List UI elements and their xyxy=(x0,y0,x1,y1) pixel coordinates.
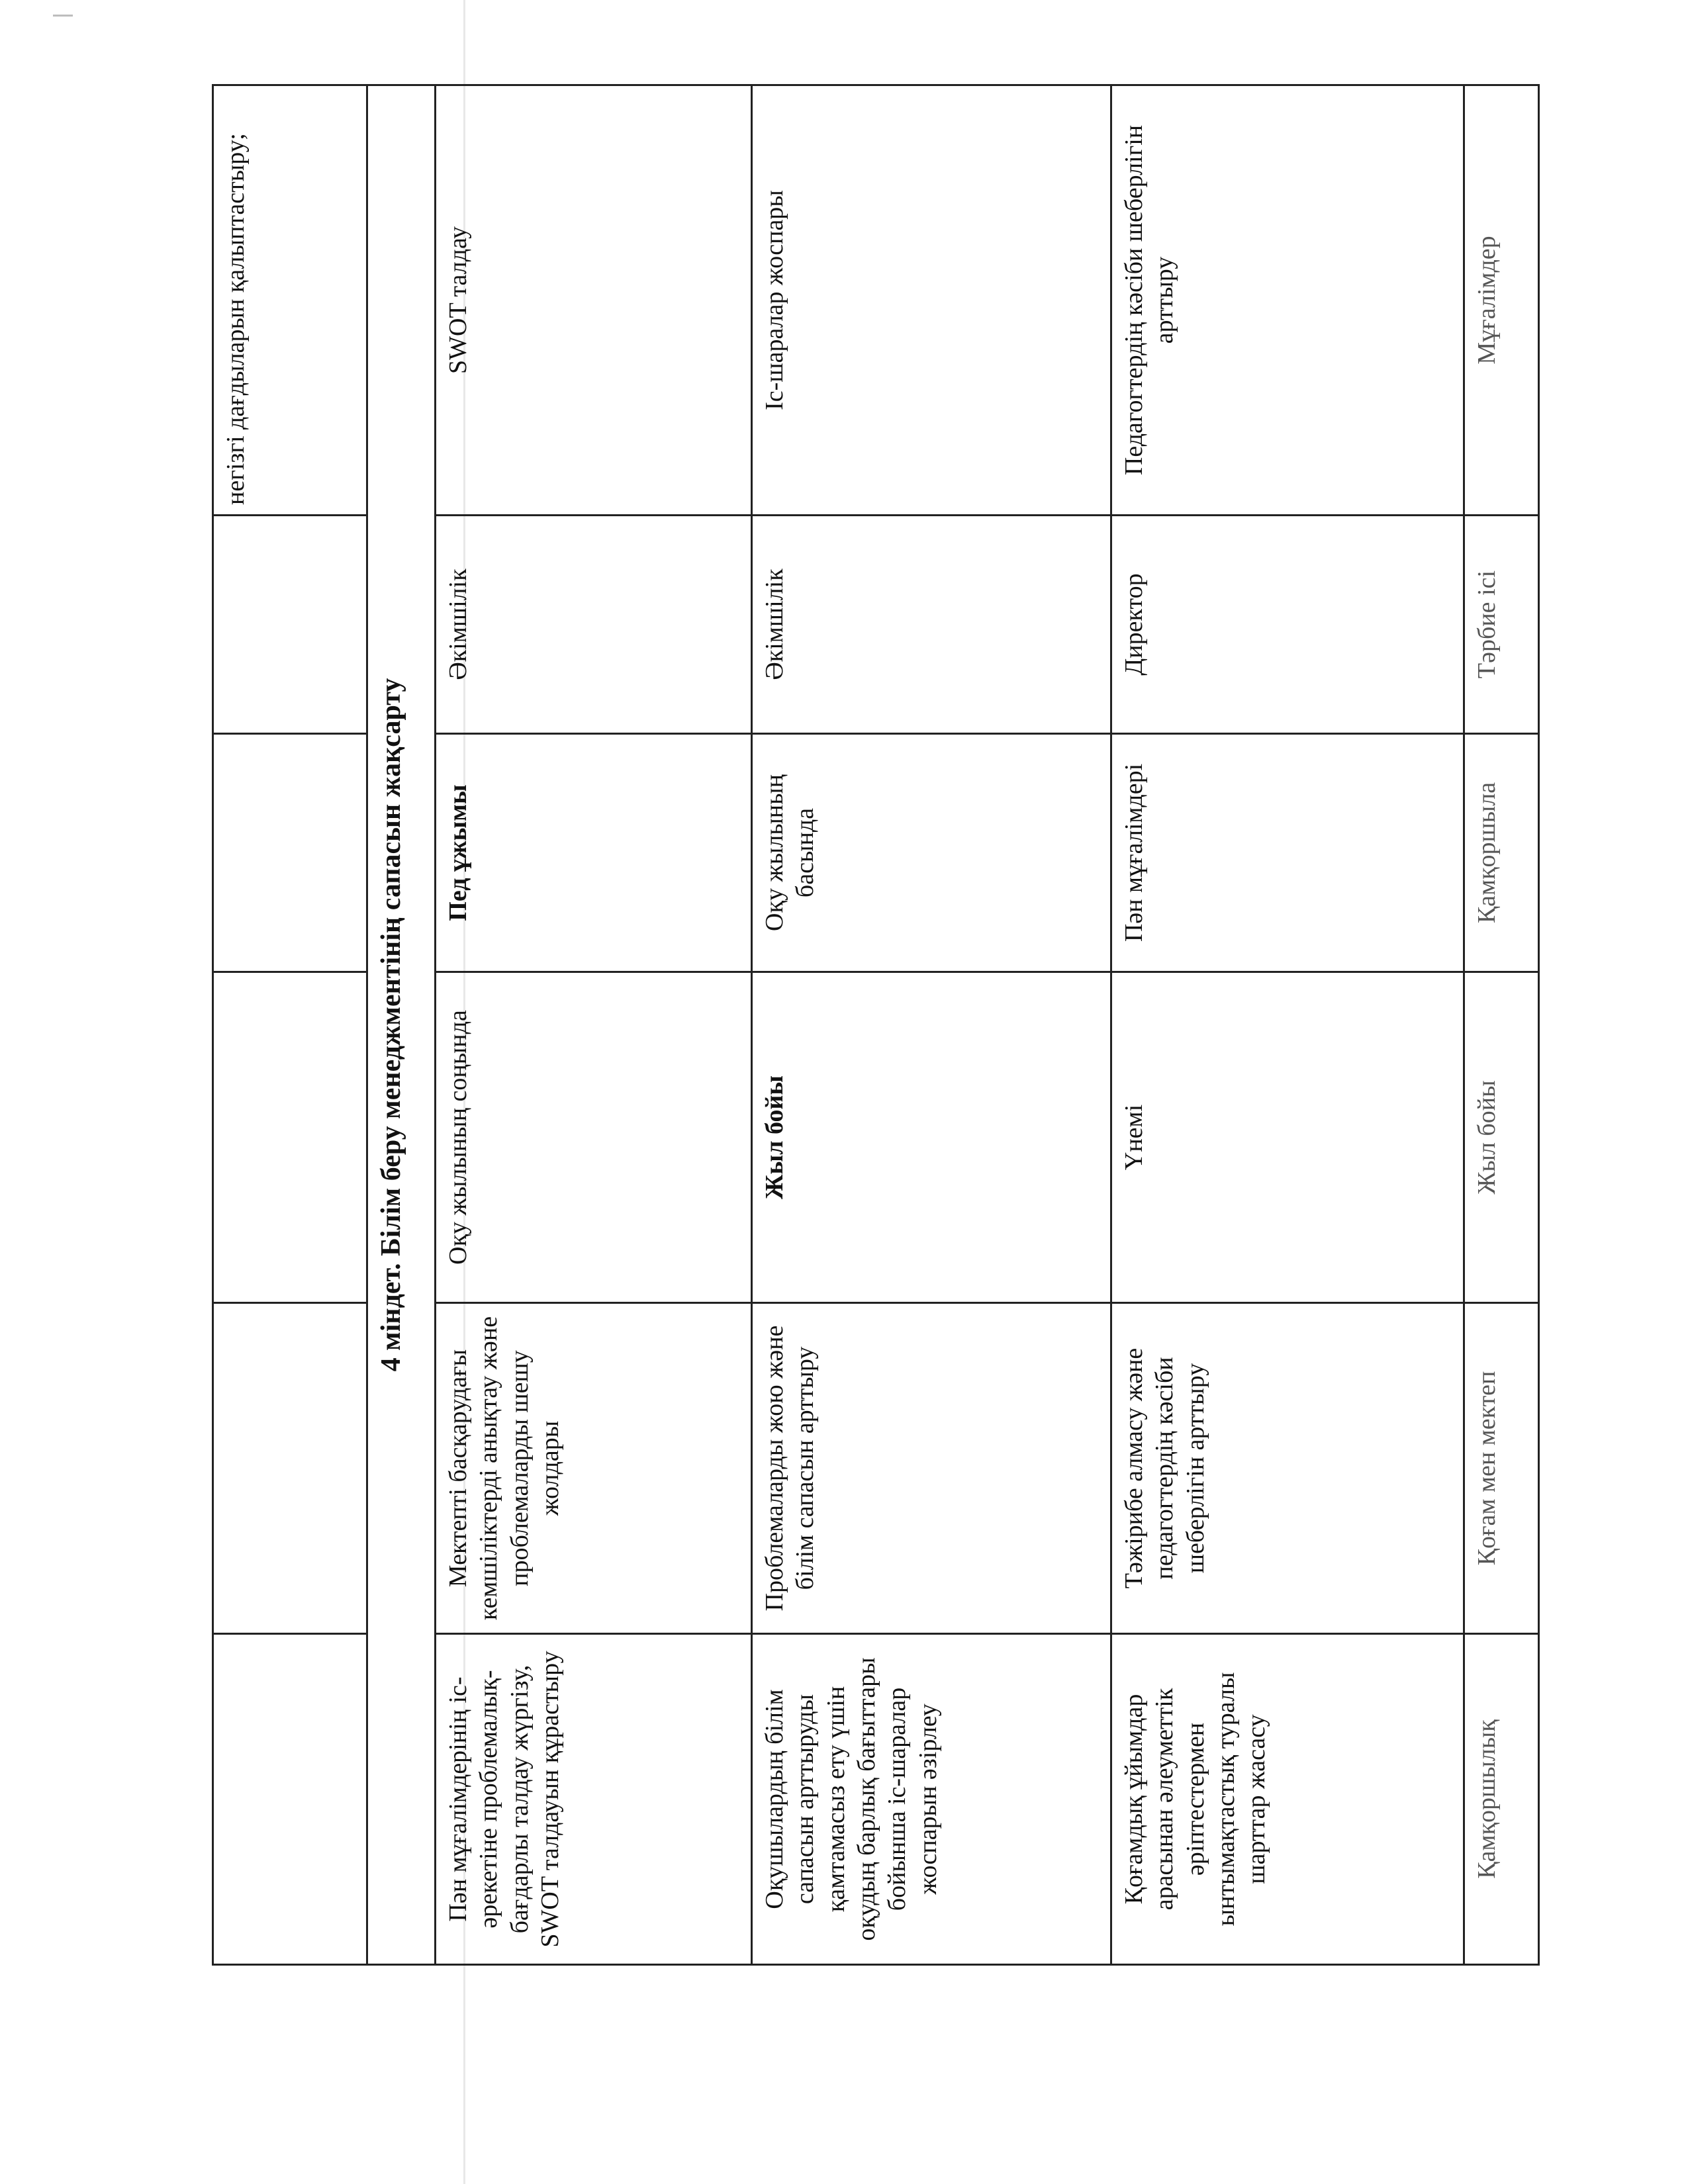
table-row xyxy=(1111,85,1464,1965)
rotated-table-page xyxy=(212,86,1501,1966)
table-cell-goal: Қоғам мен мектеп xyxy=(1464,1303,1539,1634)
table-cell-participants: Қамқоршыла xyxy=(1464,734,1539,972)
section-header-row xyxy=(367,85,436,1965)
plan-table xyxy=(212,84,1540,1966)
table-cell-task: Пән мұғалімдерінің іс-әрекетіне проблемалық-бағдарлы талдау жүргізу, SWOT талдауын құрастыру xyxy=(436,1634,752,1965)
table-cell-task: Оқушылардың білім сапасын арттыруды қамтамасыз ету үшін оқудың барлық бағыттары бойынша іс-шаралар жоспарын әзірлеу xyxy=(752,1634,1111,1965)
table-cell-deadline: Оқу жылының соңында xyxy=(436,972,752,1303)
table-cell-task: Қамқоршылық xyxy=(1464,1634,1539,1965)
table-cell-responsible: Директор xyxy=(1111,516,1464,734)
table-cell-participants: Пән мұғалімдері xyxy=(1111,734,1464,972)
table-row xyxy=(752,85,1111,1965)
table-cell-deadline: Үнемі xyxy=(1111,972,1464,1303)
table-cell xyxy=(213,1634,367,1965)
table-cell-result: Педагогтердің кәсіби шеберлігін арттыру xyxy=(1111,85,1464,516)
table-cell-deadline: Жыл бойы xyxy=(1464,972,1539,1303)
table-cell-goal: Проблемаларды жою және білім сапасын арттыру xyxy=(752,1303,1111,1634)
table-cell-participants: Пед ұжымы xyxy=(436,734,752,972)
table-row-continuation xyxy=(213,85,367,1965)
table-cell-goal: Мектепті басқарудағы кемшіліктерді анықтау және проблемаларды шешу жолдары xyxy=(436,1303,752,1634)
table-cell xyxy=(213,516,367,734)
table-row xyxy=(436,85,752,1965)
table-cell-key-skills: негізгі дағдыларын қалыптастыру; xyxy=(213,85,367,516)
table-cell-goal: Тәжірибе алмасу және педагогтердің кәсіби шеберлігін арттыру xyxy=(1111,1303,1464,1634)
table-cell-responsible: Тәрбие ісі xyxy=(1464,516,1539,734)
table-cell-result: Іс-шаралар жоспары xyxy=(752,85,1111,516)
table-cell-result: SWOT талдау xyxy=(436,85,752,516)
table-cell xyxy=(213,972,367,1303)
table-cell-task: Қоғамдық ұйымдар арасынан әлеуметтік әріптестермен ынтымақтастық туралы шарттар жасасу xyxy=(1111,1634,1464,1965)
table-cell-responsible: Әкімшілік xyxy=(436,516,752,734)
table-cell-participants: Оқу жылының басында xyxy=(752,734,1111,972)
table-row xyxy=(1464,85,1539,1965)
table-cell-responsible: Әкімшілік xyxy=(752,516,1111,734)
table-cell xyxy=(213,734,367,972)
table-cell-result: Мұғалімдер xyxy=(1464,85,1539,516)
table-cell xyxy=(213,1303,367,1634)
table-cell-deadline: Жыл бойы xyxy=(752,972,1111,1303)
scan-artifact-line xyxy=(53,15,73,17)
section-header: 4 міндет. Білім беру менеджментінің сапасын жақсарту xyxy=(367,85,436,1965)
